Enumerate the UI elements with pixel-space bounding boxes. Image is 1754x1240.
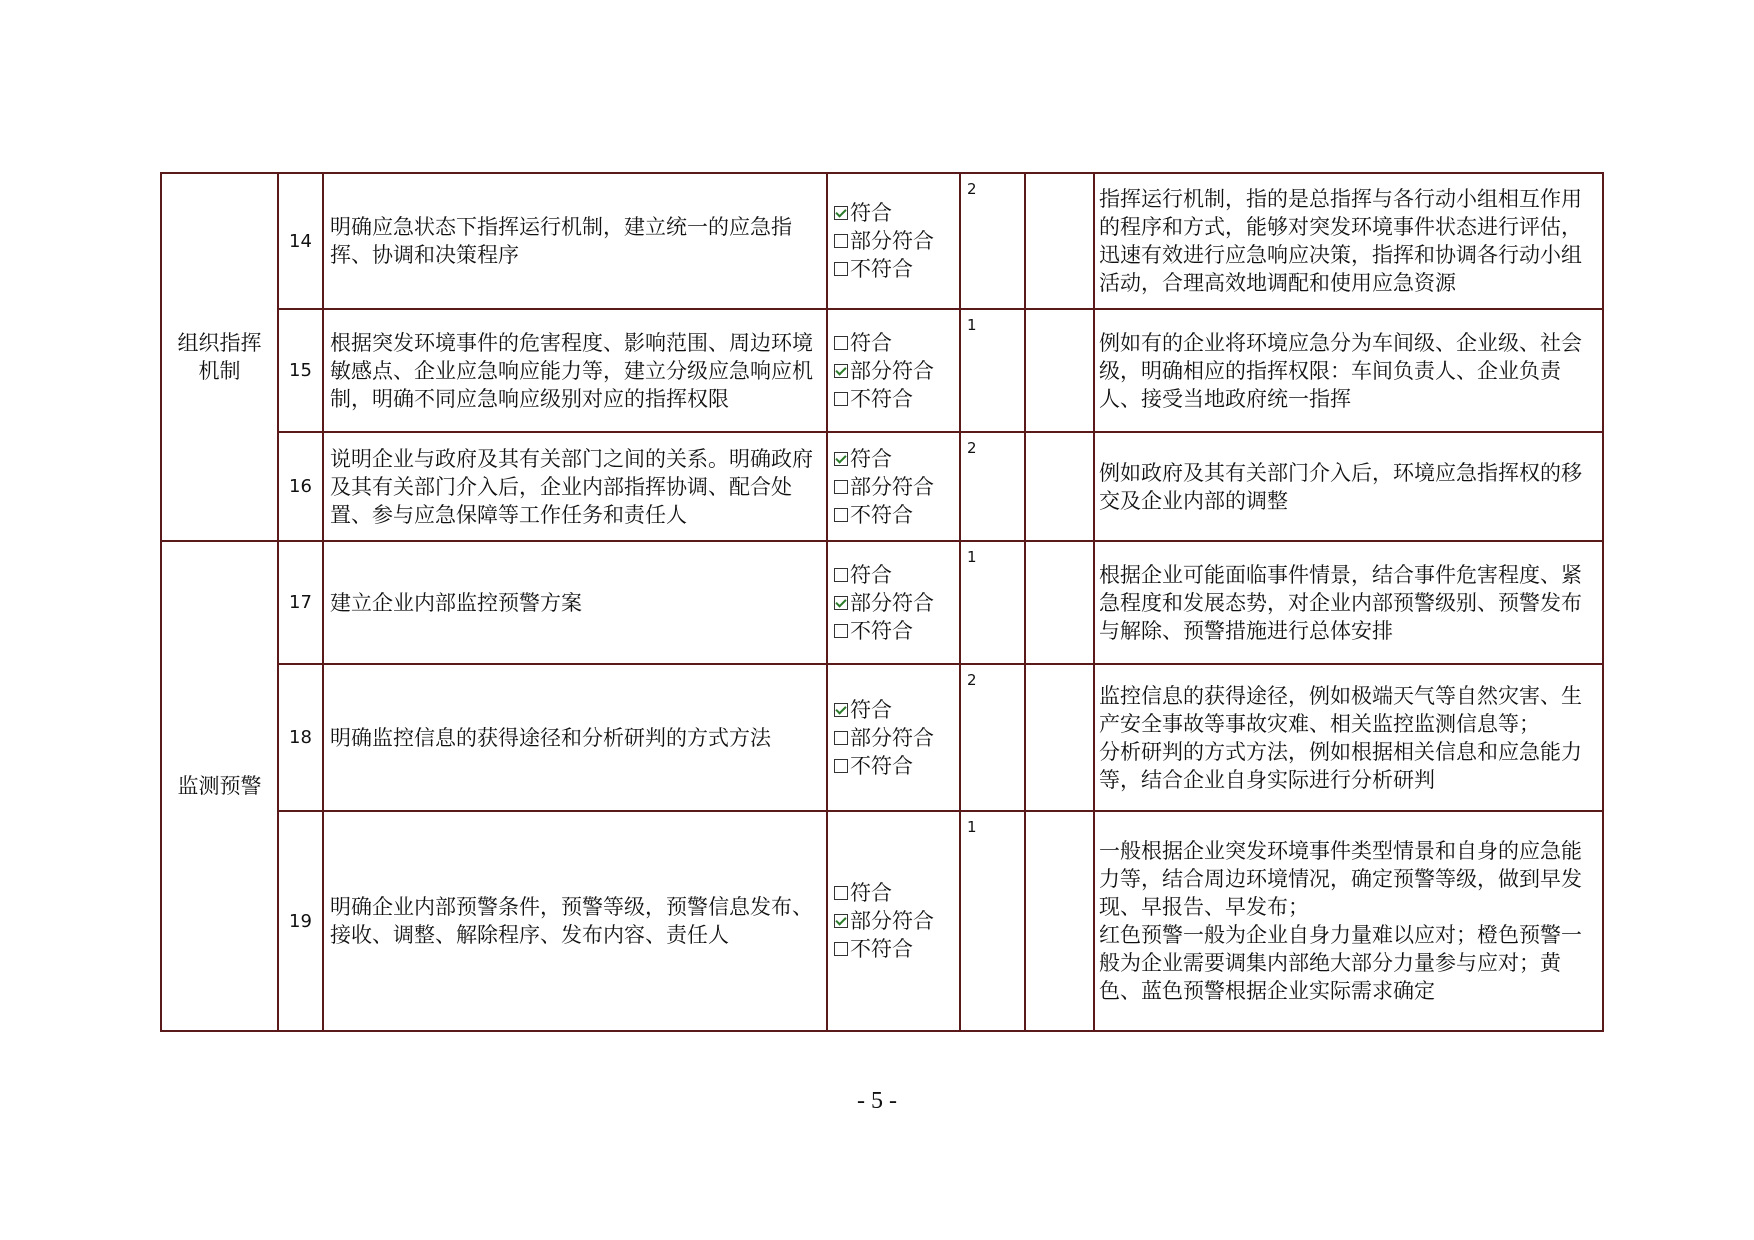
note-text: 一般根据企业突发环境事件类型情景和自身的应急能力等，结合周边环境情况，确定预警等级，做到早发现、早报告、早发布； 红色预警一般为企业自身力量难以应对；橙色预警一般为企业需要调集内部绝大部分力量参与应对；黄色、蓝色预警根据企业实际需求确定 [1094,811,1603,1031]
score-cell: 2 [960,173,1025,309]
option-item[interactable] [834,227,953,255]
table-row [161,173,1603,309]
row-number: 14 [278,173,323,309]
category-label: 组织指挥机制 [177,331,262,383]
option-label: 不符合 [850,618,913,643]
option-item[interactable] [834,199,953,227]
option-label: 符合 [850,201,892,225]
row-number: 19 [278,811,323,1031]
option-label: 不符合 [850,937,913,961]
checkbox-icon[interactable] [834,392,848,406]
options-cell [827,432,960,541]
score-cell: 1 [960,541,1025,664]
checked-checkbox-icon[interactable] [834,364,848,378]
option-item[interactable] [834,357,953,385]
blank-cell [1025,173,1094,309]
option-item[interactable] [834,696,953,724]
option-item[interactable] [834,501,953,529]
page-number: - 5 - [857,1088,897,1114]
checked-checkbox-icon[interactable] [834,206,848,220]
option-label: 符合 [850,881,892,905]
row-number: 17 [278,541,323,664]
table-row [161,541,1603,664]
checkbox-icon[interactable] [834,336,848,350]
checkbox-icon[interactable] [834,886,848,900]
row-number: 16 [278,432,323,541]
option-item[interactable] [834,255,953,283]
checked-checkbox-icon[interactable] [834,914,848,928]
note-text: 监控信息的获得途径，例如极端天气等自然灾害、生产安全事故等事故灾难、相关监控监测信息等； 分析研判的方式方法，例如根据相关信息和应急能力等，结合企业自身实际进行分析研判 [1094,664,1603,811]
checkbox-icon[interactable] [834,262,848,276]
table-row [161,309,1603,432]
option-label: 符合 [850,446,892,471]
option-label: 不符合 [850,502,913,527]
blank-cell [1025,664,1094,811]
requirement-text: 建立企业内部监控预警方案 [323,541,827,664]
option-label: 部分符合 [850,725,934,750]
option-item[interactable] [834,589,953,617]
blank-cell [1025,811,1094,1031]
option-item[interactable] [834,445,953,473]
evaluation-table [160,172,1604,1032]
option-label: 不符合 [850,753,913,778]
option-label: 部分符合 [850,474,934,499]
checked-checkbox-icon[interactable] [834,452,848,466]
requirement-text: 根据突发环境事件的危害程度、影响范围、周边环境敏感点、企业应急响应能力等，建立分级应急响应机制，明确不同应急响应级别对应的指挥权限 [323,309,827,432]
option-label: 不符合 [850,257,913,281]
score-cell: 2 [960,664,1025,811]
table-row [161,664,1603,811]
note-text: 根据企业可能面临事件情景，结合事件危害程度、紧急程度和发展态势，对企业内部预警级别、预警发布与解除、预警措施进行总体安排 [1094,541,1603,664]
option-label: 符合 [850,697,892,722]
note-text: 例如政府及其有关部门介入后，环境应急指挥权的移交及企业内部的调整 [1094,432,1603,541]
option-label: 部分符合 [850,909,934,933]
option-label: 部分符合 [850,590,934,615]
checked-checkbox-icon[interactable] [834,596,848,610]
checkbox-icon[interactable] [834,731,848,745]
requirement-text: 说明企业与政府及其有关部门之间的关系。明确政府及其有关部门介入后，企业内部指挥协调、配合处置、参与应急保障等工作任务和责任人 [323,432,827,541]
option-item[interactable] [834,385,953,413]
option-label: 符合 [850,330,892,355]
blank-cell [1025,432,1094,541]
option-item[interactable] [834,907,953,935]
checkbox-icon[interactable] [834,234,848,248]
category-label: 监测预警 [177,774,262,798]
option-item[interactable] [834,935,953,963]
checkbox-icon[interactable] [834,942,848,956]
row-number: 18 [278,664,323,811]
blank-cell [1025,541,1094,664]
options-cell [827,173,960,309]
option-item[interactable] [834,617,953,645]
option-item[interactable] [834,752,953,780]
requirement-text: 明确应急状态下指挥运行机制，建立统一的应急指挥、协调和决策程序 [323,173,827,309]
options-cell [827,811,960,1031]
option-item[interactable] [834,329,953,357]
table-row [161,811,1603,1031]
option-item[interactable] [834,561,953,589]
score-cell: 1 [960,309,1025,432]
checked-checkbox-icon[interactable] [834,703,848,717]
options-cell [827,664,960,811]
category-cell [161,173,278,541]
note-text: 指挥运行机制，指的是总指挥与各行动小组相互作用的程序和方式，能够对突发环境事件状态进行评估，迅速有效进行应急响应决策，指挥和协调各行动小组活动，合理高效地调配和使用应急资源 [1094,173,1603,309]
checkbox-icon[interactable] [834,568,848,582]
option-label: 符合 [850,562,892,587]
category-cell [161,541,278,1031]
row-number: 15 [278,309,323,432]
options-cell [827,309,960,432]
option-label: 不符合 [850,386,913,411]
option-item[interactable] [834,879,953,907]
requirement-text: 明确监控信息的获得途径和分析研判的方式方法 [323,664,827,811]
blank-cell [1025,309,1094,432]
checkbox-icon[interactable] [834,759,848,773]
table-row [161,432,1603,541]
checkbox-icon[interactable] [834,480,848,494]
checkbox-icon[interactable] [834,508,848,522]
checkbox-icon[interactable] [834,624,848,638]
score-cell: 2 [960,432,1025,541]
option-label: 部分符合 [850,358,934,383]
options-cell [827,541,960,664]
option-label: 部分符合 [850,229,934,253]
requirement-text: 明确企业内部预警条件，预警等级，预警信息发布、接收、调整、解除程序、发布内容、责任人 [323,811,827,1031]
note-text: 例如有的企业将环境应急分为车间级、企业级、社会级，明确相应的指挥权限：车间负责人、企业负责人、接受当地政府统一指挥 [1094,309,1603,432]
option-item[interactable] [834,724,953,752]
option-item[interactable] [834,473,953,501]
score-cell: 1 [960,811,1025,1031]
